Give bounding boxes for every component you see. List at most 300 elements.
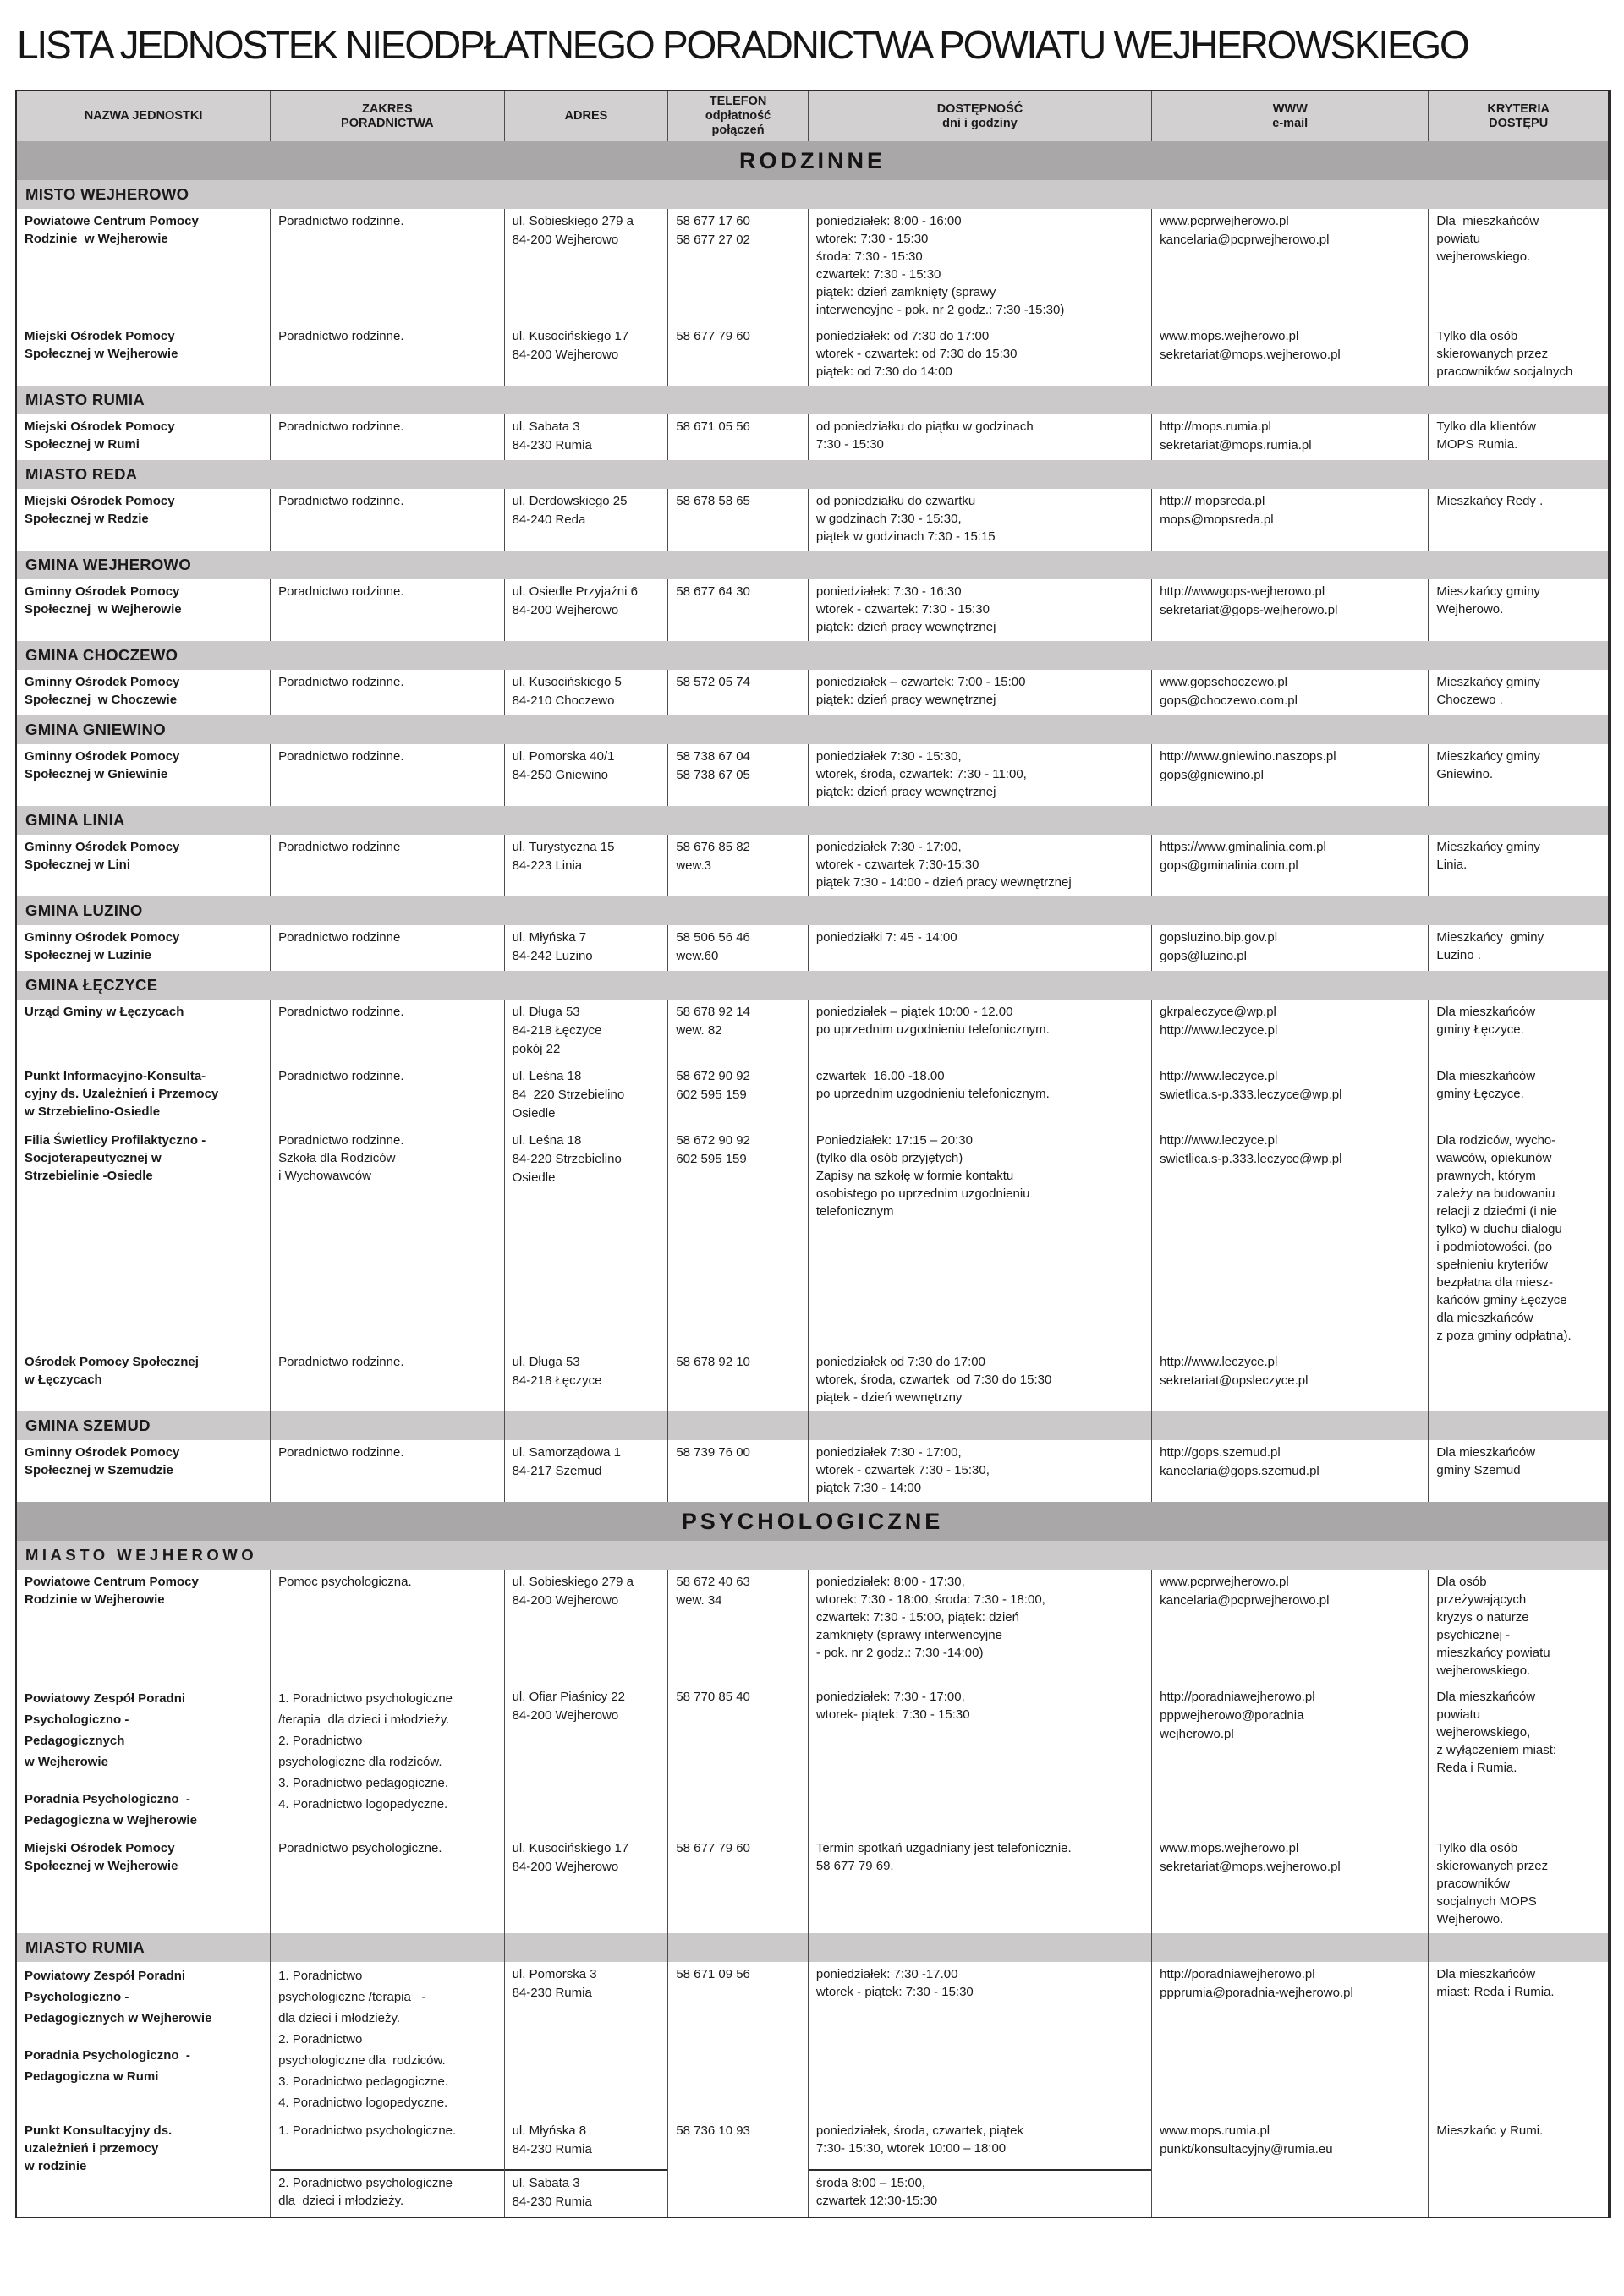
cell-www-line: http://www.leczyce.pl <box>1160 1069 1278 1083</box>
cell-www-line: www.mops.wejherowo.pl <box>1160 1841 1299 1855</box>
sub-cell <box>809 2118 1151 2171</box>
area-band-cell <box>270 1411 504 1440</box>
cell-www <box>1151 414 1428 460</box>
cell-kryteria <box>1428 209 1608 324</box>
area-label: MIASTO RUMIA <box>25 391 145 408</box>
cell-zakres <box>270 489 504 551</box>
area-band-cell <box>1428 1933 1608 1962</box>
cell-telefon-line: 602 595 159 <box>676 1088 747 1102</box>
cell-kryteria-line: zależy na budowaniu <box>1436 1186 1555 1201</box>
cell-kryteria-line: miast: Reda i Rumia. <box>1436 1985 1555 1999</box>
cell-name <box>17 744 270 806</box>
cell-adres-line: Osiedle <box>512 1106 556 1121</box>
cell-adres <box>504 489 668 551</box>
cell-adres-line: ul. Kusocińskiego 5 <box>512 675 622 689</box>
cell-name <box>17 209 270 324</box>
cell-name-line: Punkt Informacyjno-Konsulta- <box>25 1069 206 1083</box>
cell-dostepnosc <box>808 1570 1151 1685</box>
cell-dostepnosc-line: czwartek: 7:30 - 15:00, piątek: dzień <box>815 1610 1019 1625</box>
cell-name-line: Rodzinie w Wejherowie <box>25 1592 165 1607</box>
cell-telefon <box>667 1685 808 1836</box>
cell-name <box>17 1570 270 1685</box>
table-row <box>17 324 1608 386</box>
cell-name-line: Społecznej w Gniewinie <box>25 767 168 781</box>
sub-cell <box>809 2171 1151 2215</box>
units-table <box>15 90 1611 2218</box>
cell-zakres-line: Poradnictwo rodzinne. <box>278 1005 404 1019</box>
area-band <box>17 386 1608 414</box>
cell-kryteria <box>1428 1570 1608 1685</box>
cell-kryteria-line: MOPS Rumia. <box>1436 437 1518 452</box>
cell-name <box>17 579 270 641</box>
cell-dostepnosc-line: w godzinach 7:30 - 15:30, <box>815 512 962 526</box>
cell-www <box>1151 670 1428 715</box>
table-row <box>17 1685 1608 1836</box>
area-label: GMINA ŁĘCZYCE <box>25 976 158 994</box>
cell-telefon <box>667 1962 808 2118</box>
cell-telefon-line: 58 672 40 63 <box>676 1575 750 1589</box>
area-label: MIASTO RUMIA <box>25 1938 145 1956</box>
cell-zakres <box>270 2118 504 2217</box>
area-band <box>17 180 1608 209</box>
cell-telefon <box>667 744 808 806</box>
cell-zakres-line: 4. Poradnictwo logopedyczne. <box>278 2096 448 2110</box>
cell-telefon-line: 58 678 92 10 <box>676 1355 750 1369</box>
cell-dostepnosc-line: poniedziałki 7: 45 - 14:00 <box>815 930 957 945</box>
category-label: RODZINNE <box>739 147 886 173</box>
cell-dostepnosc-line: od poniedziałku do piątku w godzinach <box>815 419 1034 434</box>
cell-www <box>1151 1440 1428 1502</box>
cell-www-line: mops@mopsreda.pl <box>1160 512 1274 527</box>
header-label: DOSTĘPU <box>1489 116 1549 130</box>
cell-dostepnosc-line: poniedziałek – czwartek: 7:00 - 15:00 <box>815 675 1026 689</box>
cell-name-line: Filia Świetlicy Profilaktyczno - <box>25 1133 206 1148</box>
cell-dostepnosc <box>808 1685 1151 1836</box>
cell-name-line: Społecznej w Wejherowie <box>25 347 178 361</box>
cell-dostepnosc-line: poniedziałek: 8:00 - 17:30, <box>815 1575 965 1589</box>
cell-www-line: sekretariat@gops-wejherowo.pl <box>1160 603 1338 617</box>
cell-dostepnosc-line: poniedziałek: 7:30 - 16:30 <box>815 584 962 599</box>
cell-www-line: http://gops.szemud.pl <box>1160 1445 1281 1460</box>
cell-www-line: https://www.gminalinia.com.pl <box>1160 840 1326 854</box>
cell-zakres-line: /terapia dla dzieci i młodzieży. <box>278 1712 450 1727</box>
header-label: TELEFON <box>709 95 767 108</box>
cell-name-line: Powiatowy Zespół Poradni <box>25 1691 186 1706</box>
cell-name-line: Gminny Ośrodek Pomocy <box>25 749 180 764</box>
cell-zakres-line: Poradnictwo rodzinne. <box>278 584 404 599</box>
cell-telefon-line: 58 678 92 14 <box>676 1005 750 1019</box>
area-band <box>17 806 1608 835</box>
category-label: PSYCHOLOGICZNE <box>681 1508 944 1534</box>
cell-kryteria-line: wejherowskiego. <box>1436 249 1531 264</box>
cell-zakres-line: Poradnictwo rodzinne. <box>278 1355 404 1369</box>
cell-telefon-line: 58 738 67 04 <box>676 749 750 764</box>
cell-adres <box>504 414 668 460</box>
cell-name <box>17 1350 270 1411</box>
cell-adres-line: 84-218 Łęczyce <box>512 1373 602 1388</box>
cell-telefon-line: 58 739 76 00 <box>676 1445 750 1460</box>
cell-name-line: Pedagogiczna w Rumi <box>25 2069 159 2084</box>
header-cell <box>270 91 504 141</box>
cell-www-line: www.gopschoczewo.pl <box>1160 675 1288 689</box>
cell-dostepnosc-line: środa: 7:30 - 15:30 <box>815 249 923 264</box>
header-label: odpłatność <box>705 109 771 123</box>
cell-dostepnosc-line: środa 8:00 – 15:00, <box>815 2176 926 2190</box>
cell-name-line: uzależnień i przemocy <box>25 2141 159 2156</box>
cell-dostepnosc <box>808 670 1151 715</box>
cell-kryteria-line: Choczewo . <box>1436 693 1503 707</box>
cell-zakres-line: 3. Poradnictwo pedagogiczne. <box>278 2074 449 2089</box>
cell-dostepnosc <box>808 324 1151 386</box>
cell-kryteria-line: Dla mieszkańców <box>1436 214 1539 228</box>
cell-adres <box>504 324 668 386</box>
cell-www-line: http:// mopsreda.pl <box>1160 494 1265 508</box>
cell-zakres <box>270 1836 504 1933</box>
cell-www <box>1151 1350 1428 1411</box>
table-row <box>17 670 1608 715</box>
cell-www-line: gopsluzino.bip.gov.pl <box>1160 930 1278 945</box>
header-label: KRYTERIA <box>1487 101 1550 116</box>
cell-zakres-line: psychologiczne /terapia - <box>278 1990 426 2004</box>
cell-adres-line: ul. Sabata 3 <box>512 2176 580 2190</box>
cell-www-line: gops@choczewo.com.pl <box>1160 693 1298 708</box>
cell-kryteria-line: Mieszkańcy gminy <box>1436 584 1540 599</box>
cell-kryteria-line: gminy Łęczyce. <box>1436 1022 1524 1037</box>
cell-zakres-line: 1. Poradnictwo psychologiczne. <box>278 2123 457 2138</box>
cell-name <box>17 324 270 386</box>
header-cell <box>1428 91 1608 141</box>
cell-name-line: Miejski Ośrodek Pomocy <box>25 329 175 343</box>
header-label: e-mail <box>1272 116 1309 130</box>
cell-zakres <box>270 579 504 641</box>
header-cell <box>1151 91 1428 141</box>
cell-telefon-line: 58 678 58 65 <box>676 494 750 508</box>
cell-adres-line: 84-217 Szemud <box>512 1464 602 1478</box>
cell-kryteria-line: Mieszkańcy gminy <box>1436 840 1540 854</box>
cell-www-line: www.pcprwejherowo.pl <box>1160 1575 1289 1589</box>
cell-kryteria-line: przeżywających <box>1436 1592 1527 1607</box>
area-label: GMINA SZEMUD <box>25 1417 151 1434</box>
area-band-cell <box>1428 1411 1608 1440</box>
cell-adres <box>504 579 668 641</box>
cell-adres-line: 84-200 Wejherowo <box>512 348 619 362</box>
cell-telefon-line: wew. 34 <box>676 1593 722 1608</box>
cell-www-line: http://www.leczyce.pl <box>1160 1023 1278 1038</box>
cell-name-line: w Strzebielino-Osiedle <box>25 1104 161 1119</box>
cell-dostepnosc-line: poniedziałek od 7:30 do 17:00 <box>815 1355 985 1369</box>
page-title: LISTA JEDNOSTEK NIEODPŁATNEGO PORADNICTWA POWIATU WEJHEROWSKIEGO <box>17 23 1468 67</box>
cell-dostepnosc-line: Poniedziałek: 17:15 – 20:30 <box>815 1133 973 1148</box>
area-label: GMINA GNIEWINO <box>25 721 166 738</box>
cell-zakres-line: psychologiczne dla rodziców. <box>278 1755 442 1769</box>
cell-kryteria-line: i podmiotowości. (po <box>1436 1240 1553 1254</box>
cell-zakres <box>270 1685 504 1836</box>
cell-kryteria-line: Dla mieszkańców <box>1436 1967 1536 1981</box>
cell-adres <box>504 1836 668 1933</box>
cell-adres-line: 84-223 Linia <box>512 858 583 873</box>
cell-adres <box>504 1440 668 1502</box>
cell-name-line: w Łęczycach <box>25 1373 102 1387</box>
area-band-cell <box>17 1933 270 1962</box>
cell-name <box>17 414 270 460</box>
table-row <box>17 1440 1608 1502</box>
cell-name <box>17 1836 270 1933</box>
cell-adres-line: ul. Osiedle Przyjaźni 6 <box>512 584 638 599</box>
area-band <box>17 460 1608 489</box>
cell-zakres <box>270 1128 504 1350</box>
cell-dostepnosc-line: wtorek - czwartek 7:30-15:30 <box>815 858 979 872</box>
area-band-cell <box>17 1411 270 1440</box>
cell-adres-line: ul. Pomorska 40/1 <box>512 749 615 764</box>
cell-www-line: punkt/konsultacyjny@rumia.eu <box>1160 2142 1333 2156</box>
cell-telefon-line: wew.3 <box>676 858 712 873</box>
cell-zakres-line: 1. Poradnictwo <box>278 1969 363 1983</box>
cell-name-line: w Wejherowie <box>25 1755 108 1769</box>
area-band-cell <box>1151 1933 1428 1962</box>
cell-www-line: pppwejherowo@poradnia <box>1160 1708 1304 1723</box>
cell-kryteria-line: z wyłączeniem miast: <box>1436 1743 1557 1757</box>
cell-www-line: sekretariat@opsleczyce.pl <box>1160 1373 1309 1388</box>
cell-kryteria-line: gminy Szemud <box>1436 1463 1521 1477</box>
cell-adres <box>504 1570 668 1685</box>
cell-www <box>1151 1570 1428 1685</box>
cell-kryteria-line: kryzys o naturze <box>1436 1610 1529 1625</box>
table-row <box>17 1836 1608 1933</box>
cell-dostepnosc-line: piątek: dzień pracy wewnętrznej <box>815 693 996 707</box>
table-header-row <box>17 91 1608 141</box>
table-row <box>17 579 1608 641</box>
table-row <box>17 489 1608 551</box>
area-band-cell <box>808 1411 1151 1440</box>
cell-kryteria-line: dla mieszkańców <box>1436 1311 1533 1325</box>
cell-kryteria-line: Dla mieszkańców <box>1436 1069 1536 1083</box>
cell-kryteria <box>1428 1440 1608 1502</box>
cell-dostepnosc-line: wtorek - czwartek 7:30 - 15:30, <box>815 1463 990 1477</box>
cell-adres-line: 84-230 Rumia <box>512 438 592 452</box>
cell-zakres-line: dla dzieci i młodzieży. <box>278 2011 401 2025</box>
cell-kryteria-line: Mieszkańc y Rumi. <box>1436 2123 1544 2138</box>
header-cell <box>17 91 270 141</box>
cell-kryteria-line: spełnieniu kryteriów <box>1436 1258 1549 1272</box>
cell-name-line: Społecznej w Szemudzie <box>25 1463 173 1477</box>
cell-adres <box>504 1000 668 1064</box>
cell-dostepnosc-line: wtorek- piątek: 7:30 - 15:30 <box>815 1707 970 1722</box>
cell-dostepnosc-line: wtorek: 7:30 - 15:30 <box>815 232 929 246</box>
cell-kryteria-line: Dla mieszkańców <box>1436 1690 1536 1704</box>
cell-name-line: Poradnia Psychologiczno - <box>25 1792 190 1806</box>
cell-zakres-line: Poradnictwo rodzinne <box>278 930 401 945</box>
table-row <box>17 835 1608 896</box>
cell-kryteria <box>1428 1350 1608 1411</box>
cell-zakres-line: Szkoła dla Rodziców <box>278 1151 396 1165</box>
table-row <box>17 209 1608 324</box>
cell-kryteria <box>1428 1962 1608 2118</box>
cell-dostepnosc-line: 7:30- 15:30, wtorek 10:00 – 18:00 <box>815 2141 1007 2156</box>
cell-www <box>1151 1962 1428 2118</box>
cell-dostepnosc <box>808 209 1151 324</box>
cell-name-line: Rodzinie w Wejherowie <box>25 232 168 246</box>
cell-dostepnosc-line: piątek: dzień pracy wewnętrznej <box>815 785 996 799</box>
cell-telefon <box>667 209 808 324</box>
cell-www <box>1151 1836 1428 1933</box>
header-label: DOSTĘPNOŚĆ <box>936 101 1023 116</box>
cell-www <box>1151 835 1428 896</box>
cell-name-line: Punkt Konsultacyjny ds. <box>25 2123 173 2138</box>
cell-dostepnosc-line: poniedziałek, środa, czwartek, piątek <box>815 2123 1023 2138</box>
cell-www-line: kancelaria@pcprwejherowo.pl <box>1160 233 1330 247</box>
cell-dostepnosc-line: po uprzednim uzgodnieniu telefonicznym. <box>815 1022 1050 1037</box>
table-row <box>17 1128 1608 1350</box>
cell-telefon <box>667 925 808 971</box>
cell-kryteria <box>1428 925 1608 971</box>
cell-kryteria <box>1428 324 1608 386</box>
cell-dostepnosc <box>808 414 1151 460</box>
cell-name-line: Społecznej w Rumi <box>25 437 140 452</box>
cell-telefon <box>667 414 808 460</box>
sub-cell <box>505 2171 668 2217</box>
cell-adres-line: ul. Ofiar Piaśnicy 22 <box>512 1690 625 1704</box>
cell-name-line: cyjny ds. Uzależnień i Przemocy <box>25 1087 219 1101</box>
cell-dostepnosc <box>808 579 1151 641</box>
cell-telefon <box>667 579 808 641</box>
cell-dostepnosc-line: Zapisy na szkołę w formie kontaktu <box>815 1169 1014 1183</box>
cell-zakres <box>270 1962 504 2118</box>
cell-kryteria-line: Mieszkańcy gminy <box>1436 930 1544 945</box>
cell-zakres-line: 1. Poradnictwo psychologiczne <box>278 1691 453 1706</box>
area-label: GMINA LINIA <box>25 811 125 829</box>
header-label: WWW <box>1272 101 1308 116</box>
cell-kryteria-line: Linia. <box>1436 858 1468 872</box>
cell-zakres-line: 2. Poradnictwo psychologiczne <box>278 2176 453 2190</box>
cell-kryteria-line: Mieszkańcy gminy <box>1436 749 1540 764</box>
cell-name-line: Gminny Ośrodek Pomocy <box>25 584 180 599</box>
cell-dostepnosc-line: telefonicznym <box>815 1204 894 1219</box>
cell-telefon-line: 58 677 79 60 <box>676 1841 750 1855</box>
cell-dostepnosc <box>808 1440 1151 1502</box>
cell-dostepnosc-line: (tylko dla osób przyjętych) <box>815 1151 963 1165</box>
cell-zakres-line: Poradnictwo rodzinne. <box>278 749 404 764</box>
cell-name-line: Społecznej w Wejherowie <box>25 1859 178 1873</box>
cell-zakres-line: Poradnictwo rodzinne. <box>278 1069 404 1083</box>
cell-www <box>1151 579 1428 641</box>
cell-www <box>1151 209 1428 324</box>
cell-adres-line: ul. Młyńska 8 <box>512 2123 587 2138</box>
cell-adres-line: 84 220 Strzebielino <box>512 1088 625 1102</box>
cell-dostepnosc <box>808 925 1151 971</box>
cell-www <box>1151 2118 1428 2217</box>
area-label: MISTO WEJHEROWO <box>25 185 189 203</box>
cell-telefon-line: 58 770 85 40 <box>676 1690 750 1704</box>
cell-telefon <box>667 489 808 551</box>
cell-name <box>17 489 270 551</box>
cell-zakres <box>270 1440 504 1502</box>
cell-name-line: Psychologiczno - <box>25 1712 129 1727</box>
cell-www-line: ppprumia@poradnia-wejherowo.pl <box>1160 1986 1353 2000</box>
cell-dostepnosc-line: wtorek: 7:30 - 18:00, środa: 7:30 - 18:00, <box>815 1592 1045 1607</box>
cell-adres-line: 84-230 Rumia <box>512 2195 592 2209</box>
cell-telefon-line: 58 677 79 60 <box>676 329 750 343</box>
cell-kryteria-line: Reda i Rumia. <box>1436 1761 1517 1775</box>
cell-dostepnosc-line: wtorek - czwartek: 7:30 - 15:30 <box>815 602 990 616</box>
cell-www <box>1151 324 1428 386</box>
cell-telefon-line: wew.60 <box>676 949 719 963</box>
cell-zakres <box>270 925 504 971</box>
cell-zakres-line: Poradnictwo rodzinne. <box>278 1133 404 1148</box>
cell-name-line: Pedagogicznych <box>25 1734 125 1748</box>
cell-name <box>17 925 270 971</box>
cell-dostepnosc <box>808 2118 1151 2217</box>
cell-www-line: www.mops.rumia.pl <box>1160 2123 1270 2138</box>
cell-www-line: kancelaria@pcprwejherowo.pl <box>1160 1593 1330 1608</box>
cell-kryteria-line: Mieszkańcy Redy . <box>1436 494 1544 508</box>
cell-telefon <box>667 1064 808 1128</box>
cell-telefon <box>667 1570 808 1685</box>
cell-www-line: kancelaria@gops.szemud.pl <box>1160 1464 1320 1478</box>
cell-kryteria-line: mieszkańcy powiatu <box>1436 1646 1550 1660</box>
cell-name <box>17 1685 270 1836</box>
area-band <box>17 1541 1608 1570</box>
cell-dostepnosc-line: poniedziałek: 7:30 -17.00 <box>815 1967 958 1981</box>
cell-www-line: sekretariat@mops.wejherowo.pl <box>1160 1860 1341 1874</box>
cell-dostepnosc <box>808 1350 1151 1411</box>
sub-cell <box>271 2171 504 2215</box>
cell-kryteria-line: Gniewino. <box>1436 767 1494 781</box>
cell-dostepnosc-line: wtorek - czwartek: od 7:30 do 15:30 <box>815 347 1018 361</box>
cell-kryteria-line: wejherowskiego, <box>1436 1725 1531 1740</box>
cell-kryteria-line: psychicznej - <box>1436 1628 1511 1642</box>
cell-dostepnosc <box>808 1128 1151 1350</box>
cell-kryteria-line: prawnych, którym <box>1436 1169 1536 1183</box>
cell-kryteria-line: Dla osób <box>1436 1575 1487 1589</box>
area-band <box>17 641 1608 670</box>
cell-dostepnosc-line: Termin spotkań uzgadniany jest telefonicznie. <box>815 1841 1072 1855</box>
cell-www <box>1151 489 1428 551</box>
header-cell <box>504 91 668 141</box>
cell-name-line <box>25 2029 262 2045</box>
area-band <box>17 551 1608 579</box>
cell-telefon-line: 58 672 90 92 <box>676 1069 750 1083</box>
cell-dostepnosc <box>808 489 1151 551</box>
cell-name-line: Gminny Ośrodek Pomocy <box>25 840 180 854</box>
cell-kryteria <box>1428 2118 1608 2217</box>
cell-www-line: gkrpaleczyce@wp.pl <box>1160 1005 1276 1019</box>
cell-name-line: Społecznej w Lini <box>25 858 131 872</box>
cell-kryteria <box>1428 579 1608 641</box>
cell-dostepnosc-line: wtorek, środa, czwartek od 7:30 do 15:30 <box>815 1373 1052 1387</box>
cell-name-line: Gminny Ośrodek Pomocy <box>25 675 180 689</box>
cell-kryteria-line: relacji z dziećmi (i nie <box>1436 1204 1557 1219</box>
cell-adres-line: 84-200 Wejherowo <box>512 1708 619 1723</box>
cell-name-line: Społecznej w Choczewie <box>25 693 178 707</box>
header-cell <box>808 91 1151 141</box>
cell-telefon-line: 58 506 56 46 <box>676 930 750 945</box>
area-band-cell <box>667 1933 808 1962</box>
cell-www <box>1151 744 1428 806</box>
cell-zakres-line: i Wychowawców <box>278 1169 371 1183</box>
header-label: połączeń <box>711 123 765 137</box>
cell-name-line: Poradnia Psychologiczno - <box>25 2048 190 2063</box>
table-row <box>17 925 1608 971</box>
cell-name <box>17 1000 270 1064</box>
cell-dostepnosc-line: poniedziałek 7:30 - 17:00, <box>815 840 962 854</box>
cell-zakres <box>270 670 504 715</box>
area-label: GMINA LUZINO <box>25 901 143 919</box>
area-band <box>17 896 1608 925</box>
cell-www <box>1151 1000 1428 1064</box>
area-band-cell <box>504 1411 668 1440</box>
cell-zakres <box>270 1350 504 1411</box>
cell-www-line: sekretariat@mops.rumia.pl <box>1160 438 1312 452</box>
